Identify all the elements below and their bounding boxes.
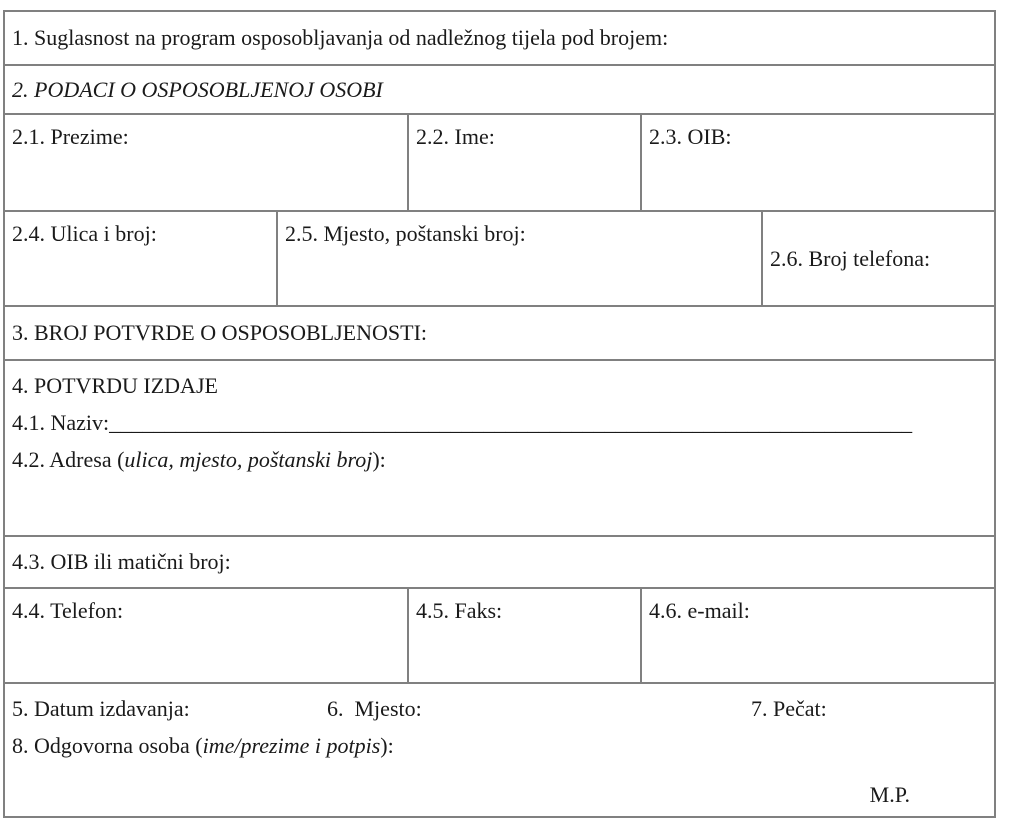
row-podaci-heading (5, 64, 994, 113)
certificate-form-table (3, 10, 996, 818)
datum-izdavanja-label: 5. Datum izdavanja: (12, 696, 190, 721)
odgovorna-osoba-line (12, 733, 990, 759)
mp-stamp-mark (12, 782, 990, 808)
adresa-line (12, 447, 990, 473)
ulica-label: 2.4. Ulica i broj: (12, 221, 157, 246)
cell-izdavatelj-telefon (5, 589, 407, 682)
naziv-label: 4.1. Naziv: (12, 409, 110, 435)
row-izdavatelj-kontakt (5, 587, 994, 682)
potvrdu-izdaje-title-label: 4. POTVRDU IZDAJE (12, 373, 218, 398)
cell-ime (407, 115, 640, 210)
row-oib-maticni (5, 535, 994, 587)
row-osoba-adresa (5, 210, 994, 305)
odgovorna-osoba-suffix: ): (380, 732, 394, 758)
row-izdavanje-potpis (5, 682, 994, 816)
adresa-label-prefix: 4.2. Adresa ( (12, 446, 125, 472)
ime-label: 2.2. Ime: (416, 124, 495, 149)
oib-maticni-label: 4.3. OIB ili matični broj: (12, 549, 231, 575)
broj-telefona-label: 2.6. Broj telefona: (770, 245, 931, 271)
row-osoba-identitet (5, 113, 994, 210)
adresa-label-hint: ulica, mjesto, poštanski broj (124, 446, 373, 472)
row-potvrdu-izdaje (5, 359, 994, 535)
suglasnost-label: 1. Suglasnost na program osposobljavanja od nadležnog tijela pod brojem: (12, 25, 669, 51)
oib-label: 2.3. OIB: (649, 124, 732, 149)
potvrdu-izdaje-title (12, 373, 990, 399)
prezime-label: 2.1. Prezime: (12, 124, 129, 149)
row-suglasnost (5, 12, 994, 64)
mjesto-label: 2.5. Mjesto, poštanski broj: (285, 221, 526, 246)
row-broj-potvrde (5, 305, 994, 359)
izdavanje-line (12, 696, 990, 722)
podaci-heading-label: 2. PODACI O OSPOSOBLJENOJ OSOBI (12, 76, 383, 102)
mp-label: M.P. (869, 781, 910, 807)
cell-oib (640, 115, 994, 210)
odgovorna-osoba-prefix: 8. Odgovorna osoba ( (12, 732, 203, 758)
cell-broj-telefona (761, 212, 994, 305)
cell-email (640, 589, 994, 682)
pecat-label: 7. Pečat: (751, 696, 827, 721)
cell-mjesto (276, 212, 761, 305)
naziv-fill-line: _________________________________________________________________________ (109, 409, 913, 435)
odgovorna-osoba-hint: ime/prezime i potpis (202, 732, 381, 758)
cell-faks (407, 589, 640, 682)
naziv-line (12, 410, 990, 436)
izdavatelj-telefon-label: 4.4. Telefon: (12, 598, 124, 623)
broj-potvrde-label: 3. BROJ POTVRDE O OSPOSOBLJENOSTI: (12, 320, 428, 346)
adresa-label-suffix: ): (372, 446, 386, 472)
faks-label: 4.5. Faks: (416, 598, 503, 623)
mjesto-izdavanja-label: 6. Mjesto: (327, 696, 422, 721)
email-label: 4.6. e-mail: (649, 598, 750, 623)
cell-ulica (5, 212, 276, 305)
cell-prezime (5, 115, 407, 210)
